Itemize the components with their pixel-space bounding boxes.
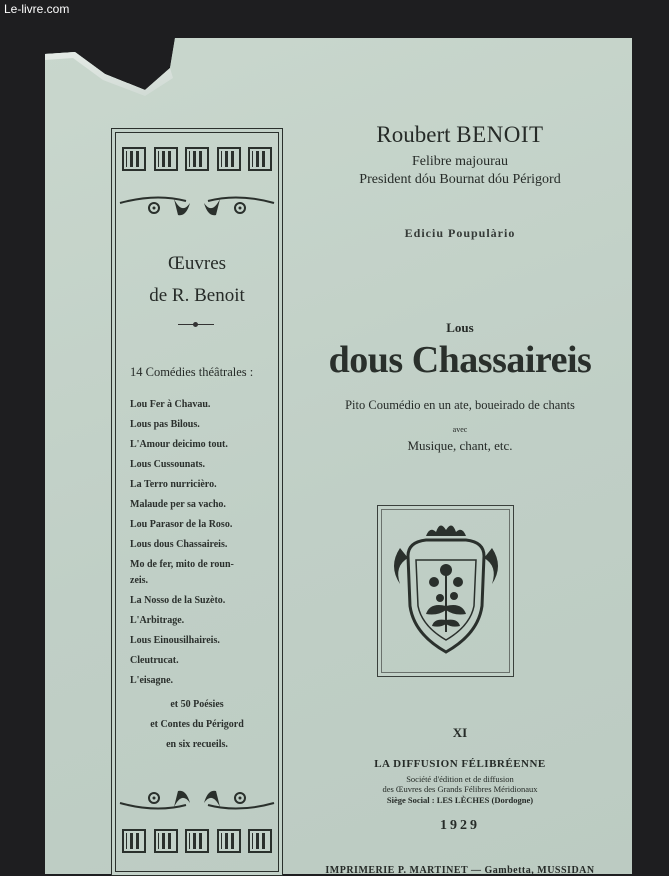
- work-item: Lous pas Bilous.: [130, 419, 200, 430]
- top-scroll-ornament: [116, 191, 278, 221]
- avec-label: avec: [452, 425, 468, 434]
- ornament-tile: [248, 829, 272, 853]
- book-subtitle: Pito Coumédio en un ate, boueirado de chants: [345, 398, 575, 412]
- heraldic-crest-icon: [378, 506, 513, 676]
- works-heading: 14 Comédies théâtrales :: [130, 365, 254, 379]
- author-role: President dóu Bournat dóu Périgord: [359, 172, 561, 187]
- publisher-address: Siège Social : LES LÈCHES (Dordogne): [386, 795, 534, 805]
- work-item: Cleutrucat.: [130, 655, 179, 666]
- work-item: Lous Cussounats.: [130, 459, 206, 470]
- watermark: Le-livre.com: [4, 2, 70, 16]
- work-item: Lous dous Chassaireis.: [130, 539, 228, 550]
- work-item: Lous Einousilhaireis.: [130, 635, 220, 646]
- work-item: Mo de fer, mito de roun- zeis.: [130, 559, 234, 586]
- publisher-line-1: Société d'édition et de diffusion: [406, 774, 514, 784]
- work-item: La Terro nurricièro.: [130, 479, 217, 490]
- work-item: L'Amour deicimo tout.: [130, 439, 228, 450]
- top-tile-ornament: [122, 147, 272, 173]
- ornament-tile: [248, 147, 272, 171]
- ornament-tile: [154, 829, 178, 853]
- work-item: Malaude per sa vacho.: [130, 499, 226, 510]
- work-item: Lou Fer à Chavau.: [130, 399, 211, 410]
- printer-line: IMPRIMERIE P. MARTINET — Gambetta, MUSSIDAN: [325, 865, 595, 876]
- publication-year: 1929: [440, 818, 480, 833]
- works-footer-line1: et 50 Poésies: [170, 699, 224, 710]
- work-item: La Nosso de la Suzèto.: [130, 595, 226, 606]
- author-name: [290, 122, 630, 148]
- sidebar-divider: [178, 324, 214, 325]
- book-subtitle-2: Musique, chant, etc.: [407, 438, 513, 453]
- title-prefix: Lous: [446, 320, 474, 335]
- works-footer-line3: en six recueils.: [166, 739, 228, 750]
- publisher-name: LA DIFFUSION FÉLIBRÉENNE: [374, 758, 546, 770]
- edition-label: Ediciu Poupulàrio: [404, 226, 516, 240]
- sidebar-title-line2: de R. Benoit: [149, 285, 245, 306]
- work-item: L'Arbitrage.: [130, 615, 185, 626]
- heraldic-emblem-frame: [377, 505, 514, 677]
- bottom-scroll-ornament: [116, 785, 278, 815]
- works-list: [130, 395, 270, 691]
- ornament-tile: [122, 829, 146, 853]
- work-item: L'eisagne.: [130, 675, 174, 686]
- works-footer-line2: et Contes du Périgord: [150, 719, 244, 730]
- author-title: Felibre majourau: [411, 154, 509, 169]
- publisher-line-2: des Œuvres des Grands Félibres Méridionaux: [382, 784, 538, 794]
- work-item: Lou Parasor de la Roso.: [130, 519, 233, 530]
- author-first-name: Roubert: [376, 122, 451, 147]
- ornament-tile: [122, 147, 146, 171]
- author-last-name: BENOIT: [456, 122, 544, 147]
- volume-number: XI: [452, 725, 468, 740]
- book-title: dous Chassaireis: [328, 339, 592, 381]
- sidebar-title-line1: Œuvres: [167, 253, 227, 274]
- ornament-tile: [185, 147, 209, 171]
- bottom-tile-ornament: [122, 829, 272, 855]
- works-footer: [112, 695, 282, 755]
- ornament-tile: [217, 147, 241, 171]
- ornament-tile: [154, 147, 178, 171]
- ornament-tile: [217, 829, 241, 853]
- ornament-tile: [185, 829, 209, 853]
- works-sidebar-frame: [111, 128, 283, 876]
